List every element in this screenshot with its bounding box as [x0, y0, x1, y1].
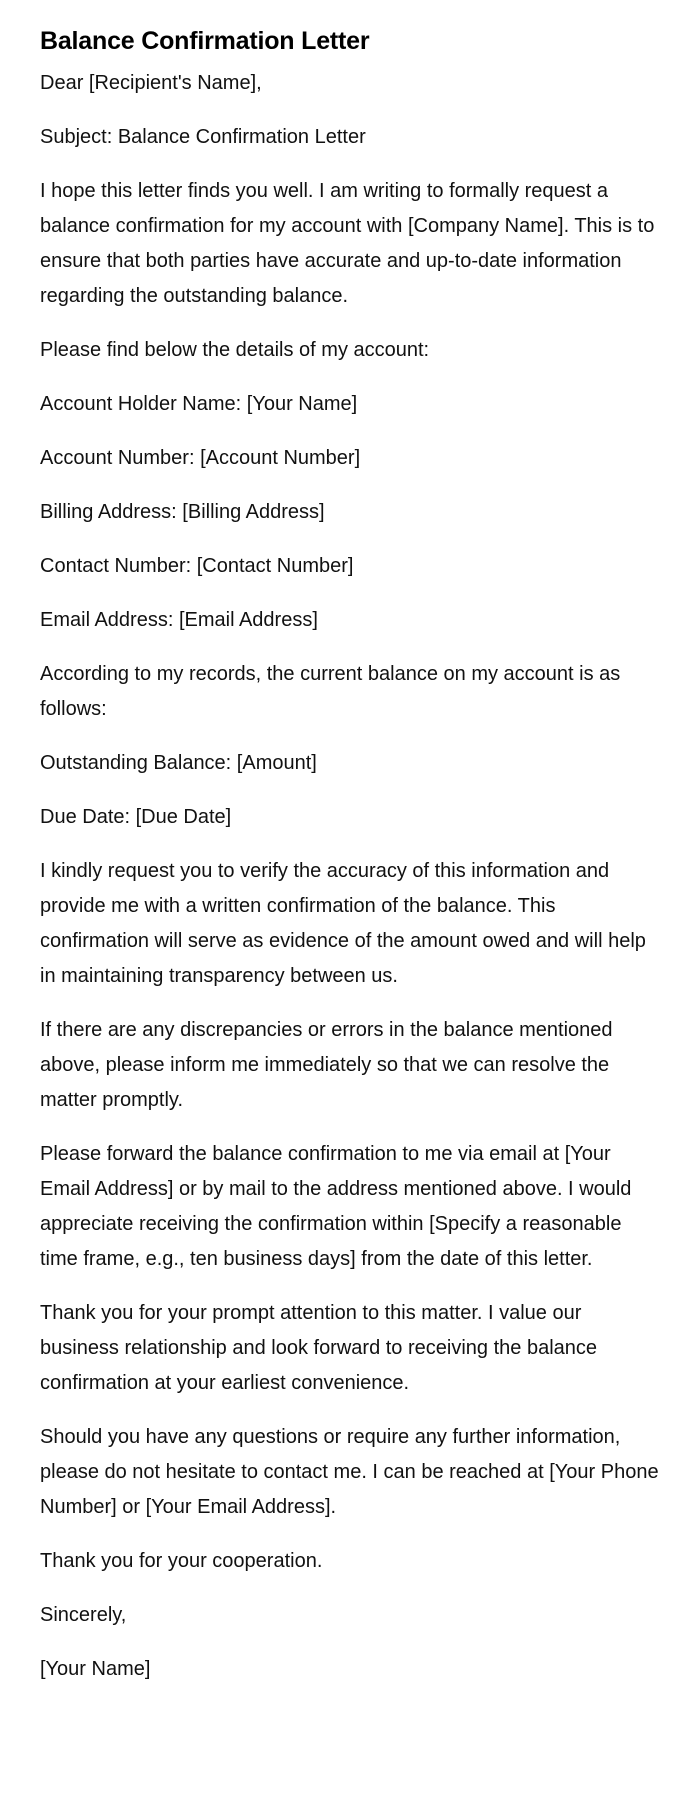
verification-request: I kindly request you to verify the accuracy of this information and provide me with a written confirmation of the balance. This confirmation will serve as evidence of the amount owed and will help in maintaining transparency between us.: [40, 860, 646, 987]
cooperation-thanks: Thank you for your cooperation.: [40, 1550, 323, 1572]
subject-line: Subject: Balance Confirmation Letter: [40, 126, 366, 148]
billing-address: Billing Address: [Billing Address]: [40, 501, 325, 523]
salutation: Dear [Recipient's Name],: [40, 72, 262, 94]
contact-paragraph: Should you have any questions or require any further information, please do not hesitate to contact me. I can be reached at [Your Phone Number] or [Your Email Address].: [40, 1426, 659, 1518]
thanks-paragraph: Thank you for your prompt attention to this matter. I value our business relationship and look forward to receiving the balance confirmation at your earliest convenience.: [40, 1302, 598, 1394]
account-holder-name: Account Holder Name: [Your Name]: [40, 393, 358, 415]
due-date: Due Date: [Due Date]: [40, 806, 232, 828]
details-intro: Please find below the details of my account:: [40, 339, 430, 361]
forwarding-instructions: Please forward the balance confirmation to me via email at [Your Email Address] or by mail to the address mentioned above. I would appreciate receiving the confirmation within [Specify a reasonable time frame, e.g., ten business days] from the date of this letter.: [40, 1143, 632, 1270]
contact-number: Contact Number: [Contact Number]: [40, 555, 354, 577]
signature-name: [Your Name]: [40, 1658, 151, 1680]
discrepancy-paragraph: If there are any discrepancies or errors in the balance mentioned above, please inform me immediately so that we can resolve the matter promptly.: [40, 1019, 613, 1111]
email-address: Email Address: [Email Address]: [40, 609, 318, 631]
account-number: Account Number: [Account Number]: [40, 447, 361, 469]
closing: Sincerely,: [40, 1604, 127, 1626]
outstanding-balance: Outstanding Balance: [Amount]: [40, 752, 317, 774]
balance-intro: According to my records, the current balance on my account is as follows:: [40, 663, 621, 720]
document-title: Balance Confirmation Letter: [40, 27, 370, 55]
intro-paragraph: I hope this letter finds you well. I am writing to formally request a balance confirmation for my account with [Company Name]. This is to ensure that both parties have accurate and up-to-date information regarding the outstanding balance.: [40, 180, 655, 307]
